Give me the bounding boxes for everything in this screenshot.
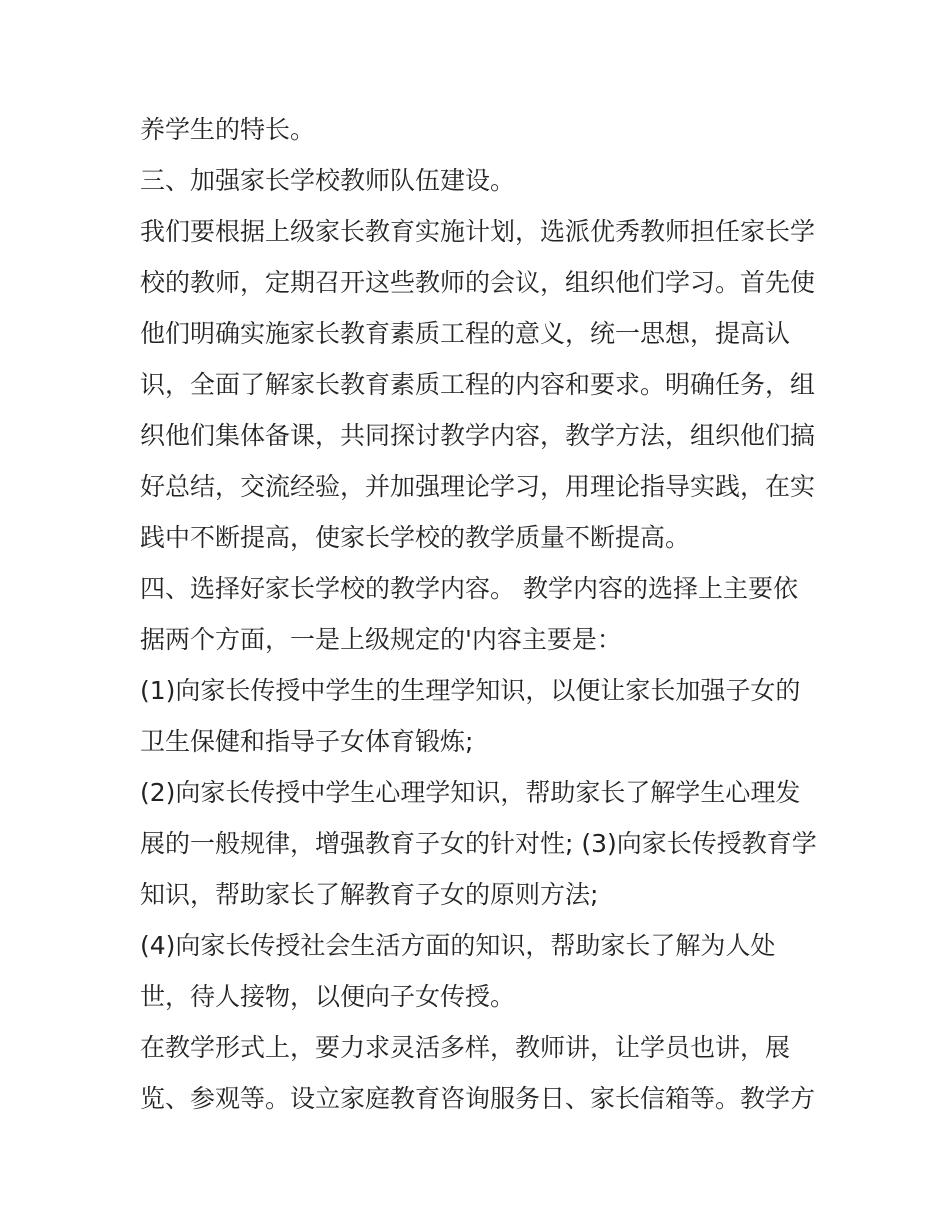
text-line: 卫生保健和指导子女体育锻炼; (140, 727, 474, 756)
text-line: 世，待人接物，以便向子女传授。 (140, 982, 516, 1011)
text-line: 校的教师，定期召开这些教师的会议，组织他们学习。首先使 (140, 268, 816, 297)
text-line: 知识，帮助家长了解教育子女的原则方法; (140, 880, 599, 909)
text-line: 展的一般规律，增强教育子女的针对性; (3)向家长传授教育学 (140, 829, 817, 858)
text-line: 好总结，交流经验，并加强理论学习，用理论指导实践，在实 (140, 472, 816, 501)
text-line: 识，全面了解家长教育素质工程的内容和要求。明确任务，组 (140, 370, 816, 399)
text-line: 览、参观等。设立家庭教育咨询服务日、家长信箱等。教学方 (140, 1084, 816, 1113)
text-line: 养学生的特长。 (140, 115, 316, 144)
text-line: 织他们集体备课，共同探讨教学内容，教学方法，组织他们搞 (140, 421, 816, 450)
text-line: 践中不断提高，使家长学校的教学质量不断提高。 (140, 523, 691, 552)
text-line: 据两个方面，一是上级规定的'内容主要是： (140, 625, 622, 654)
list-item: (2)向家长传授中学生心理学知识，帮助家长了解学生心理发 (140, 778, 801, 807)
section-heading: 四、选择好家长学校的教学内容。 教学内容的选择上主要依 (140, 574, 798, 603)
text-line: 在教学形式上，要力求灵活多样，教师讲，让学员也讲，展 (140, 1033, 791, 1062)
list-item: (1)向家长传授中学生的生理学知识，以便让家长加强子女的 (140, 676, 801, 705)
section-heading: 三、加强家长学校教师队伍建设。 (140, 166, 516, 195)
text-line: 他们明确实施家长教育素质工程的意义，统一思想，提高认 (140, 319, 791, 348)
text-line: 我们要根据上级家长教育实施计划，选派优秀教师担任家长学 (140, 217, 816, 246)
list-item: (4)向家长传授社会生活方面的知识，帮助家长了解为人处 (140, 931, 776, 960)
